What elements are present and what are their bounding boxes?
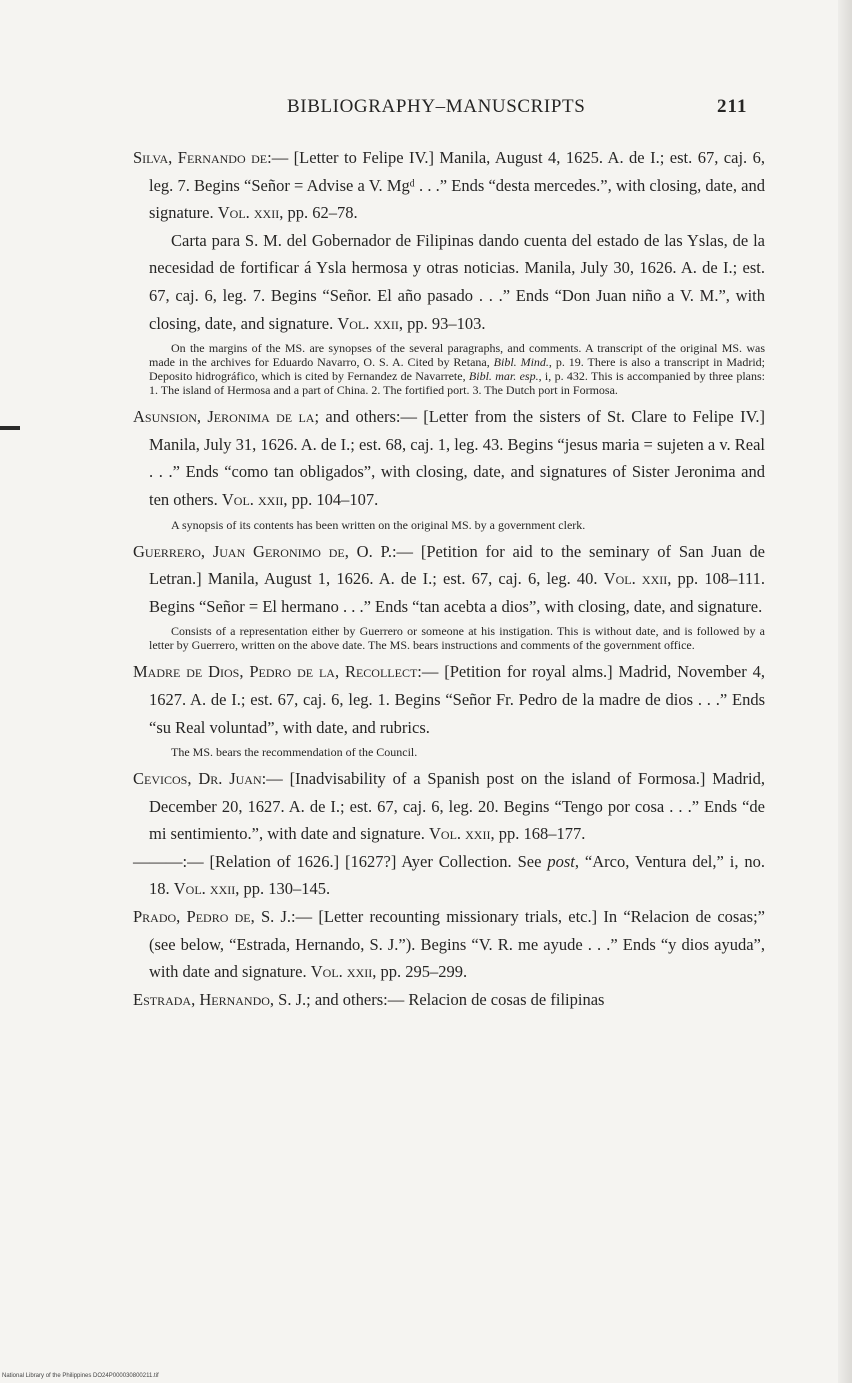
entry-note: A synopsis of its contents has been written on the original MS. by a government clerk.	[171, 517, 586, 532]
entry-text: Relacion de cosas de filipinas	[408, 989, 605, 1009]
volume-pages: , pp. 295–299.	[372, 962, 468, 982]
ditto-dash: ———	[133, 851, 183, 871]
entry-text: [Petition for aid to the seminary of San Juan de Letran.] Manila, August 1, 1626. A. de I.; est. 67, caj. 6, leg. 40.	[149, 541, 765, 589]
volume-label: Vol. xxii	[603, 569, 668, 589]
volume-label: Vol. xxii	[221, 489, 284, 509]
entry-note: Consists of a representation either by Guerrero or someone at his instigation. This is without date, and is followed by a letter by Guerrero, written on the above date. The MS. bears instructions and comments of the government office.	[149, 624, 765, 653]
volume-pages: , pp. 93–103.	[398, 313, 486, 333]
entry-text: [Inadvisability of a Spanish post on the island of Formosa.] Madrid, December 20, 1627. A. de I.; est. 67, caj. 6, leg. 20. Begins “Tengo por cosa . . .” Ends “de mi sentimiento.”, with date and signature.	[149, 769, 765, 844]
entry-text: [Letter recounting missionary trials, etc.] In “Relacion de cosas;” (see below, “Estrada, Hernando, S. J.”). Begins “V. R. me ayude . . .” Ends “y dios ayuda”, with date and signature.	[149, 907, 765, 982]
volume-pages: , pp. 108–111.	[667, 569, 765, 589]
volume-pages: , pp. 168–177.	[490, 824, 586, 844]
entry-note: The MS. bears the recommendation of the Council.	[171, 745, 418, 760]
entry-guerrero: Guerrero, Juan Geronimo de, O. P.:— [Petition for aid to the seminary of San Juan de Letran.] Manila, August 1, 1626. A. de I.; est. 67, caj. 6, leg. 40. Vol. xxii, pp. 108–111. Begins “Señor = El hermano . . .” Ends “tan acebta a dios”, with closing, date, and signature.	[133, 541, 765, 616]
volume-pages: , pp. 62–78.	[279, 203, 358, 223]
margin-mark	[0, 426, 20, 430]
entry-author: Madre de Dios, Pedro de la	[133, 662, 335, 682]
entry-text: [Letter to Felipe IV.] Manila, August 4, 1625. A. de I.; est. 67, caj. 6, leg. 7. Begins “Señor = Advise a V. Mgᵈ . . .” Ends “desta mercedes.”, with closing, date, and signature.	[149, 148, 766, 223]
entry-carta	[133, 227, 765, 337]
volume-pages: , pp. 130–145.	[235, 879, 331, 899]
entry-text: [Letter from the sisters of St. Clare to Felipe IV.] Manila, July 31, 1626. A. de I.; est. 68, caj. 1, leg. 43. Begins “jesus maria = sujeten a v. Real . . .” Ends “como tan obligados”, with closing, date, and signatures of Sister Jeronima and ten others.	[149, 407, 765, 509]
entry-author: Prado, Pedro de	[133, 907, 251, 927]
page-header	[0, 96, 852, 126]
volume-label: Vol. xxii	[337, 313, 399, 333]
volume-label: Vol. xxii	[310, 962, 373, 982]
entry-text: [Petition for royal alms.] Madrid, November 4, 1627. A. de I.; est. 67, caj. 6, leg. 1. Begins “Señor Fr. Pedro de la madre de dios . . .” Ends “su Real voluntad”, with date, and rubrics.	[149, 662, 765, 737]
volume-label: Vol. xxii	[217, 203, 280, 223]
entry-author: Cevicos, Dr. Juan	[133, 769, 262, 789]
entry-estrada: Estrada, Hernando, S. J.; and others:— Relacion de cosas de filipinas	[133, 989, 605, 1009]
page-edge-shadow	[838, 0, 852, 1383]
entry-author: Silva, Fernando de	[133, 148, 268, 167]
bibliography-entries	[133, 144, 765, 1013]
volume-pages: , pp. 104–107.	[283, 489, 379, 509]
running-head: BIBLIOGRAPHY–MANUSCRIPTS	[287, 96, 586, 117]
scan-footer: National Library of the Philippines DO24P000030800211.tif	[2, 1373, 159, 1379]
entry-silva: Silva, Fernando de:— [Letter to Felipe IV.] Manila, August 4, 1625. A. de I.; est. 67, caj. 6, leg. 7. Begins “Señor = Advise a V. Mgᵈ . . .” Ends “desta mercedes.”, with closing, date, and signature. Vol. xxii, pp. 62–78.	[133, 148, 766, 223]
entry-relation-1626: ———:— [Relation of 1626.] [1627?] Ayer Collection. See post, “Arco, Ventura del,” i, no. 18. Vol. xxii, pp. 130–145.	[133, 851, 765, 899]
entry-author: Estrada, Hernando	[133, 989, 270, 1009]
entry-author: Guerrero, Juan Geronimo de	[133, 541, 345, 561]
entry-madre-de-dios: Madre de Dios, Pedro de la, Recollect:— [Petition for royal alms.] Madrid, November 4, 1627. A. de I.; est. 67, caj. 6, leg. 1. Begins “Señor Fr. Pedro de la madre de dios . . .” Ends “su Real voluntad”, with date, and rubrics.	[133, 662, 765, 737]
entry-author: Asunsion, Jeronima de la	[133, 407, 315, 427]
entry-text: Carta para S. M. del Gobernador de Filipinas dando cuenta del estado de las Yslas, de la necesidad de fortificar á Ysla hermosa y otras noticias. Manila, July 30, 1626. A. de I.; est. 67, caj. 6, leg. 7. Begins “Señor. El año pasado . . .” Ends “Don Juan niño a V. M.”, with closing, date, and signature.	[149, 230, 765, 333]
page-number: 211	[717, 96, 748, 117]
volume-label: Vol. xxii	[173, 879, 236, 899]
entry-asunsion: Asunsion, Jeronima de la; and others:— [Letter from the sisters of St. Clare to Felipe IV.] Manila, July 31, 1626. A. de I.; est. 68, caj. 1, leg. 43. Begins “jesus maria = sujeten a v. Real . . .” Ends “como tan obligados”, with closing, date, and signatures of Sister Jeronima and ten others. Vol. xxii, pp. 104–107.	[133, 407, 765, 509]
entry-text: :— [Relation of 1626.] [1627?] Ayer Collection. See	[182, 851, 548, 871]
entry-cevicos: Cevicos, Dr. Juan:— [Inadvisability of a Spanish post on the island of Formosa.] Madrid, December 20, 1627. A. de I.; est. 67, caj. 6, leg. 20. Begins “Tengo por cosa . . .” Ends “de mi sentimiento.”, with date and signature. Vol. xxii, pp. 168–177.	[133, 769, 765, 844]
entry-prado: Prado, Pedro de, S. J.:— [Letter recounting missionary trials, etc.] In “Relacion de cosas;” (see below, “Estrada, Hernando, S. J.”). Begins “V. R. me ayude . . .” Ends “y dios ayuda”, with date and signature. Vol. xxii, pp. 295–299.	[133, 907, 765, 982]
volume-label: Vol. xxii	[428, 824, 491, 844]
entry-note: On the margins of the MS. are synopses of the several paragraphs, and comments. A transcript of the original MS. was made in the archives for Eduardo Navarro, O. S. A. Cited by Retana, Bibl. Mind., p. 19. There is also a transcript in Madrid; Deposito hidrográfico, which is cited by Fernandez de Navarrete, Bibl. mar. esp., i, p. 432. This is accompanied by three plans: 1. The island of Hermosa and a part of China. 2. The fortified port. 3. The Dutch port in Formosa.	[149, 341, 766, 398]
